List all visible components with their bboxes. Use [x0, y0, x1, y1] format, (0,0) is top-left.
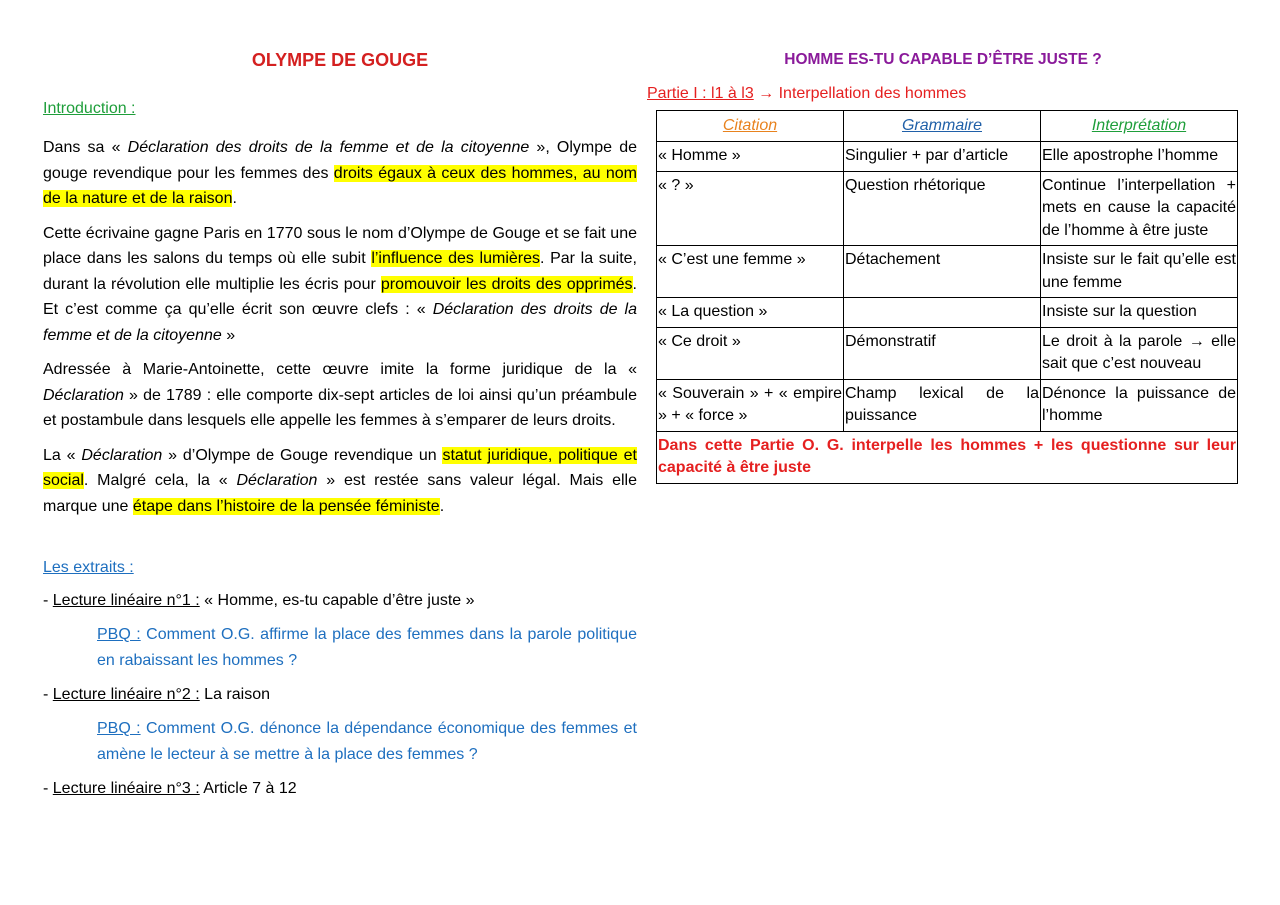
table-conclusion-row	[657, 431, 1238, 483]
table-row	[657, 298, 1238, 328]
table-cell: Insiste sur la question	[1041, 298, 1238, 328]
table-cell: « La question »	[657, 298, 844, 328]
section-title: HOMME ES-TU CAPABLE D’ÊTRE JUSTE ?	[784, 51, 1102, 68]
intro-paragraph-1: Dans sa « Déclaration des droits de la femme et de la citoyenne », Olympe de gouge revendique pour les femmes des droits égaux à ceux des hommes, au nom de la nature et de la raison.	[43, 139, 638, 207]
table-cell: « C’est une femme »	[657, 246, 844, 298]
highlight: statut juridique, politique et social	[43, 446, 637, 489]
table-row	[657, 171, 1238, 246]
intro-paragraph-3: Adressée à Marie-Antoinette, cette œuvre imite la forme juridique de la « Déclaration » de 1789 : elle comporte dix-sept articles de loi ainsi qu’un préambule et postambule dans lesquels elle appelle les femmes à s’emparer de leurs droits.	[43, 361, 637, 429]
right-column	[647, 48, 1239, 484]
table-cell: Démonstratif	[844, 327, 1041, 379]
left-column	[43, 48, 637, 810]
table-cell: Dénonce la puissance de l’homme	[1041, 379, 1238, 431]
table-header-row	[657, 111, 1238, 142]
page-title: OLYMPE DE GOUGE	[251, 50, 429, 70]
table-row	[657, 246, 1238, 298]
lecture-lineaire-1: - Lecture linéaire n°1 : « Homme, es-tu capable d’être juste »	[43, 592, 475, 609]
table-row	[657, 142, 1238, 172]
intro-paragraph-4: La « Déclaration » d’Olympe de Gouge revendique un statut juridique, politique et social. Malgré cela, la « Déclaration » est restée sans valeur légal. Mais elle marque une étape dans l’histoire de la pensée féministe.	[43, 446, 637, 515]
pbq-2: PBQ : Comment O.G. dénonce la dépendance économique des femmes et amène le lecteur à se mettre à la place des femmes ?	[97, 720, 638, 763]
table-cell: Le droit à la parole → elle sait que c’est nouveau	[1041, 327, 1238, 379]
intro-heading: Introduction :	[43, 100, 136, 117]
highlight: promouvoir les droits des opprimés	[380, 275, 633, 293]
lecture-lineaire-2: - Lecture linéaire n°2 : La raison	[43, 686, 270, 703]
table-cell: Elle apostrophe l’homme	[1041, 142, 1238, 172]
header-grammaire: Grammaire	[844, 111, 1041, 142]
table-cell: « Souverain » + « empire » + « force »	[657, 379, 844, 431]
highlight: l’influence des lumières	[371, 250, 541, 267]
highlight: étape dans l’histoire de la pensée féministe	[132, 497, 440, 515]
table-cell: Insiste sur le fait qu’elle est une femme	[1041, 246, 1238, 298]
table-cell: Question rhétorique	[844, 171, 1041, 246]
table-cell: Singulier + par d’article	[844, 142, 1041, 172]
table-cell: « Homme »	[657, 142, 844, 172]
extraits-heading: Les extraits :	[43, 559, 134, 576]
pbq-1: PBQ : Comment O.G. affirme la place des femmes dans la parole politique en rabaissant les hommes ?	[97, 626, 637, 669]
table-cell: Champ lexical de la puissance	[844, 379, 1041, 431]
table-cell: « ? »	[657, 171, 844, 246]
table-row	[657, 327, 1238, 379]
table-cell: Détachement	[844, 246, 1041, 298]
intro-paragraph-2: Cette écrivaine gagne Paris en 1770 sous le nom d’Olympe de Gouge et se fait une place dans les salons du temps où elle subit l’influence des lumières. Par la suite, durant la révolution elle multiplie les écris pour promouvoir les droits des opprimés. Et c’est comme ça qu’elle écrit son œuvre clefs : « Déclaration des droits de la femme et de la citoyenne »	[43, 224, 637, 344]
lecture-lineaire-3: - Lecture linéaire n°3 : Article 7 à 12	[43, 780, 297, 797]
header-interpretation: Interprétation	[1041, 111, 1238, 142]
table-cell: Continue l’interpellation + mets en cause la capacité de l’homme à être juste	[1041, 171, 1238, 246]
table-cell	[844, 298, 1041, 328]
header-citation: Citation	[657, 111, 844, 142]
table-conclusion: Dans cette Partie O. G. interpelle les hommes + les questionne sur leur capacité à être juste	[657, 431, 1238, 483]
partie-heading: Partie I : l1 à l3 → Interpellation des hommes	[647, 85, 967, 102]
table-cell: « Ce droit »	[657, 327, 844, 379]
table-row	[657, 379, 1238, 431]
analysis-table	[656, 110, 1238, 484]
highlight: droits égaux à ceux des hommes, au nom de la nature et de la raison	[43, 164, 638, 207]
